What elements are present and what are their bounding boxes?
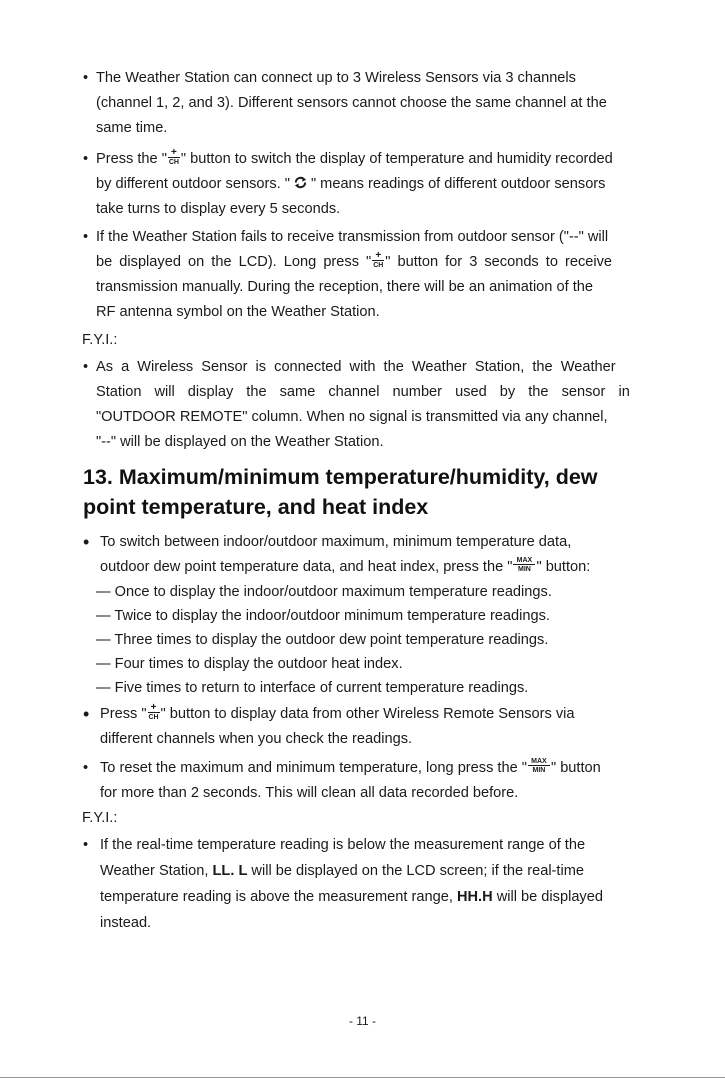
ch-button-icon: + CH — [168, 146, 179, 166]
fyi-label: F.Y.I.: — [82, 332, 118, 348]
bullet-sensor-connected: • As a Wireless Sensor is connected with the Weather Station, the Weather Station will display the same channel number used by the sensor in "OUTDOOR REMOTE" column. When no signal is transmitted via any channel, "--" will be displayed on the Weather Station. — [83, 355, 655, 455]
step-once: — Once to display the indoor/outdoor maximum temperature readings. — [96, 584, 552, 600]
bullet-dot: • — [83, 151, 89, 167]
page-number: - 11 - — [348, 1014, 377, 1028]
bullet-sensor-channels: • The Weather Station can connect up to 3 Wireless Sensors via 3 channels (channel 1, 2, and 3). Different sensors cannot choose the same channel at the same time. — [83, 66, 655, 141]
bullet-reset-maxmin: • To reset the maximum and minimum temperature, long press the " MAX MIN " button for more than 2 seconds. This will clean all data recorded before. — [83, 756, 655, 806]
bullet-dot: • — [83, 704, 90, 724]
cycle-arrows-icon — [293, 175, 308, 190]
step-four: — Four times to display the outdoor heat index. — [96, 656, 403, 672]
maxmin-button-icon: MAX MIN — [528, 758, 550, 774]
section-heading: 13. Maximum/minimum temperature/humidity, dew point temperature, and heat index — [83, 465, 598, 519]
bullet-manual-reception: • If the Weather Station fails to receive transmission from outdoor sensor ("--" will be displayed on the LCD). Long press " + CH " button for 3 seconds to receive transmission manually. During the reception, there will be an animation of the RF antenna symbol on the Weather Station. — [83, 225, 655, 325]
bullet-dot: • — [83, 760, 89, 776]
ch-button-icon: + CH — [148, 701, 159, 721]
bullet-switch-maxmin: • To switch between indoor/outdoor maximum, minimum temperature data, outdoor dew point temperature data, and heat index, press the " MAX MIN " button: — [83, 532, 591, 575]
bullet-dot: • — [83, 532, 90, 552]
fyi-label: F.Y.I.: — [82, 810, 118, 826]
step-twice: — Twice to display the indoor/outdoor minimum temperature readings. — [96, 608, 550, 624]
bullet-dot: • — [83, 229, 89, 245]
bullet-dot: • — [83, 837, 89, 853]
maxmin-button-icon: MAX MIN — [513, 557, 535, 573]
bottom-divider — [0, 1077, 725, 1078]
bullet-switch-display: • Press the " + CH " button to switch the display of temperature and humidity recorded by different outdoor sensors. " " means readings of different outdoor sensors take turns to display every 5 seconds. — [83, 146, 613, 217]
bullet-dot: • — [83, 70, 89, 86]
step-three: — Three times to display the outdoor dew point temperature readings. — [96, 632, 549, 648]
step-five: — Five times to return to interface of current temperature readings. — [96, 680, 529, 696]
bullet-range-readings: • If the real-time temperature reading is below the measurement range of the Weather Station, LL. L will be displayed on the LCD screen; if the real-time temperature reading is above the measurement range, HH.H will be displayed instead. — [83, 832, 655, 936]
bullet-dot: • — [83, 359, 89, 375]
ch-button-icon: + CH — [373, 249, 384, 269]
bullet-other-sensors: • Press " + CH " button to display data from other Wireless Remote Sensors via different channels when you check the readings. — [83, 701, 575, 747]
